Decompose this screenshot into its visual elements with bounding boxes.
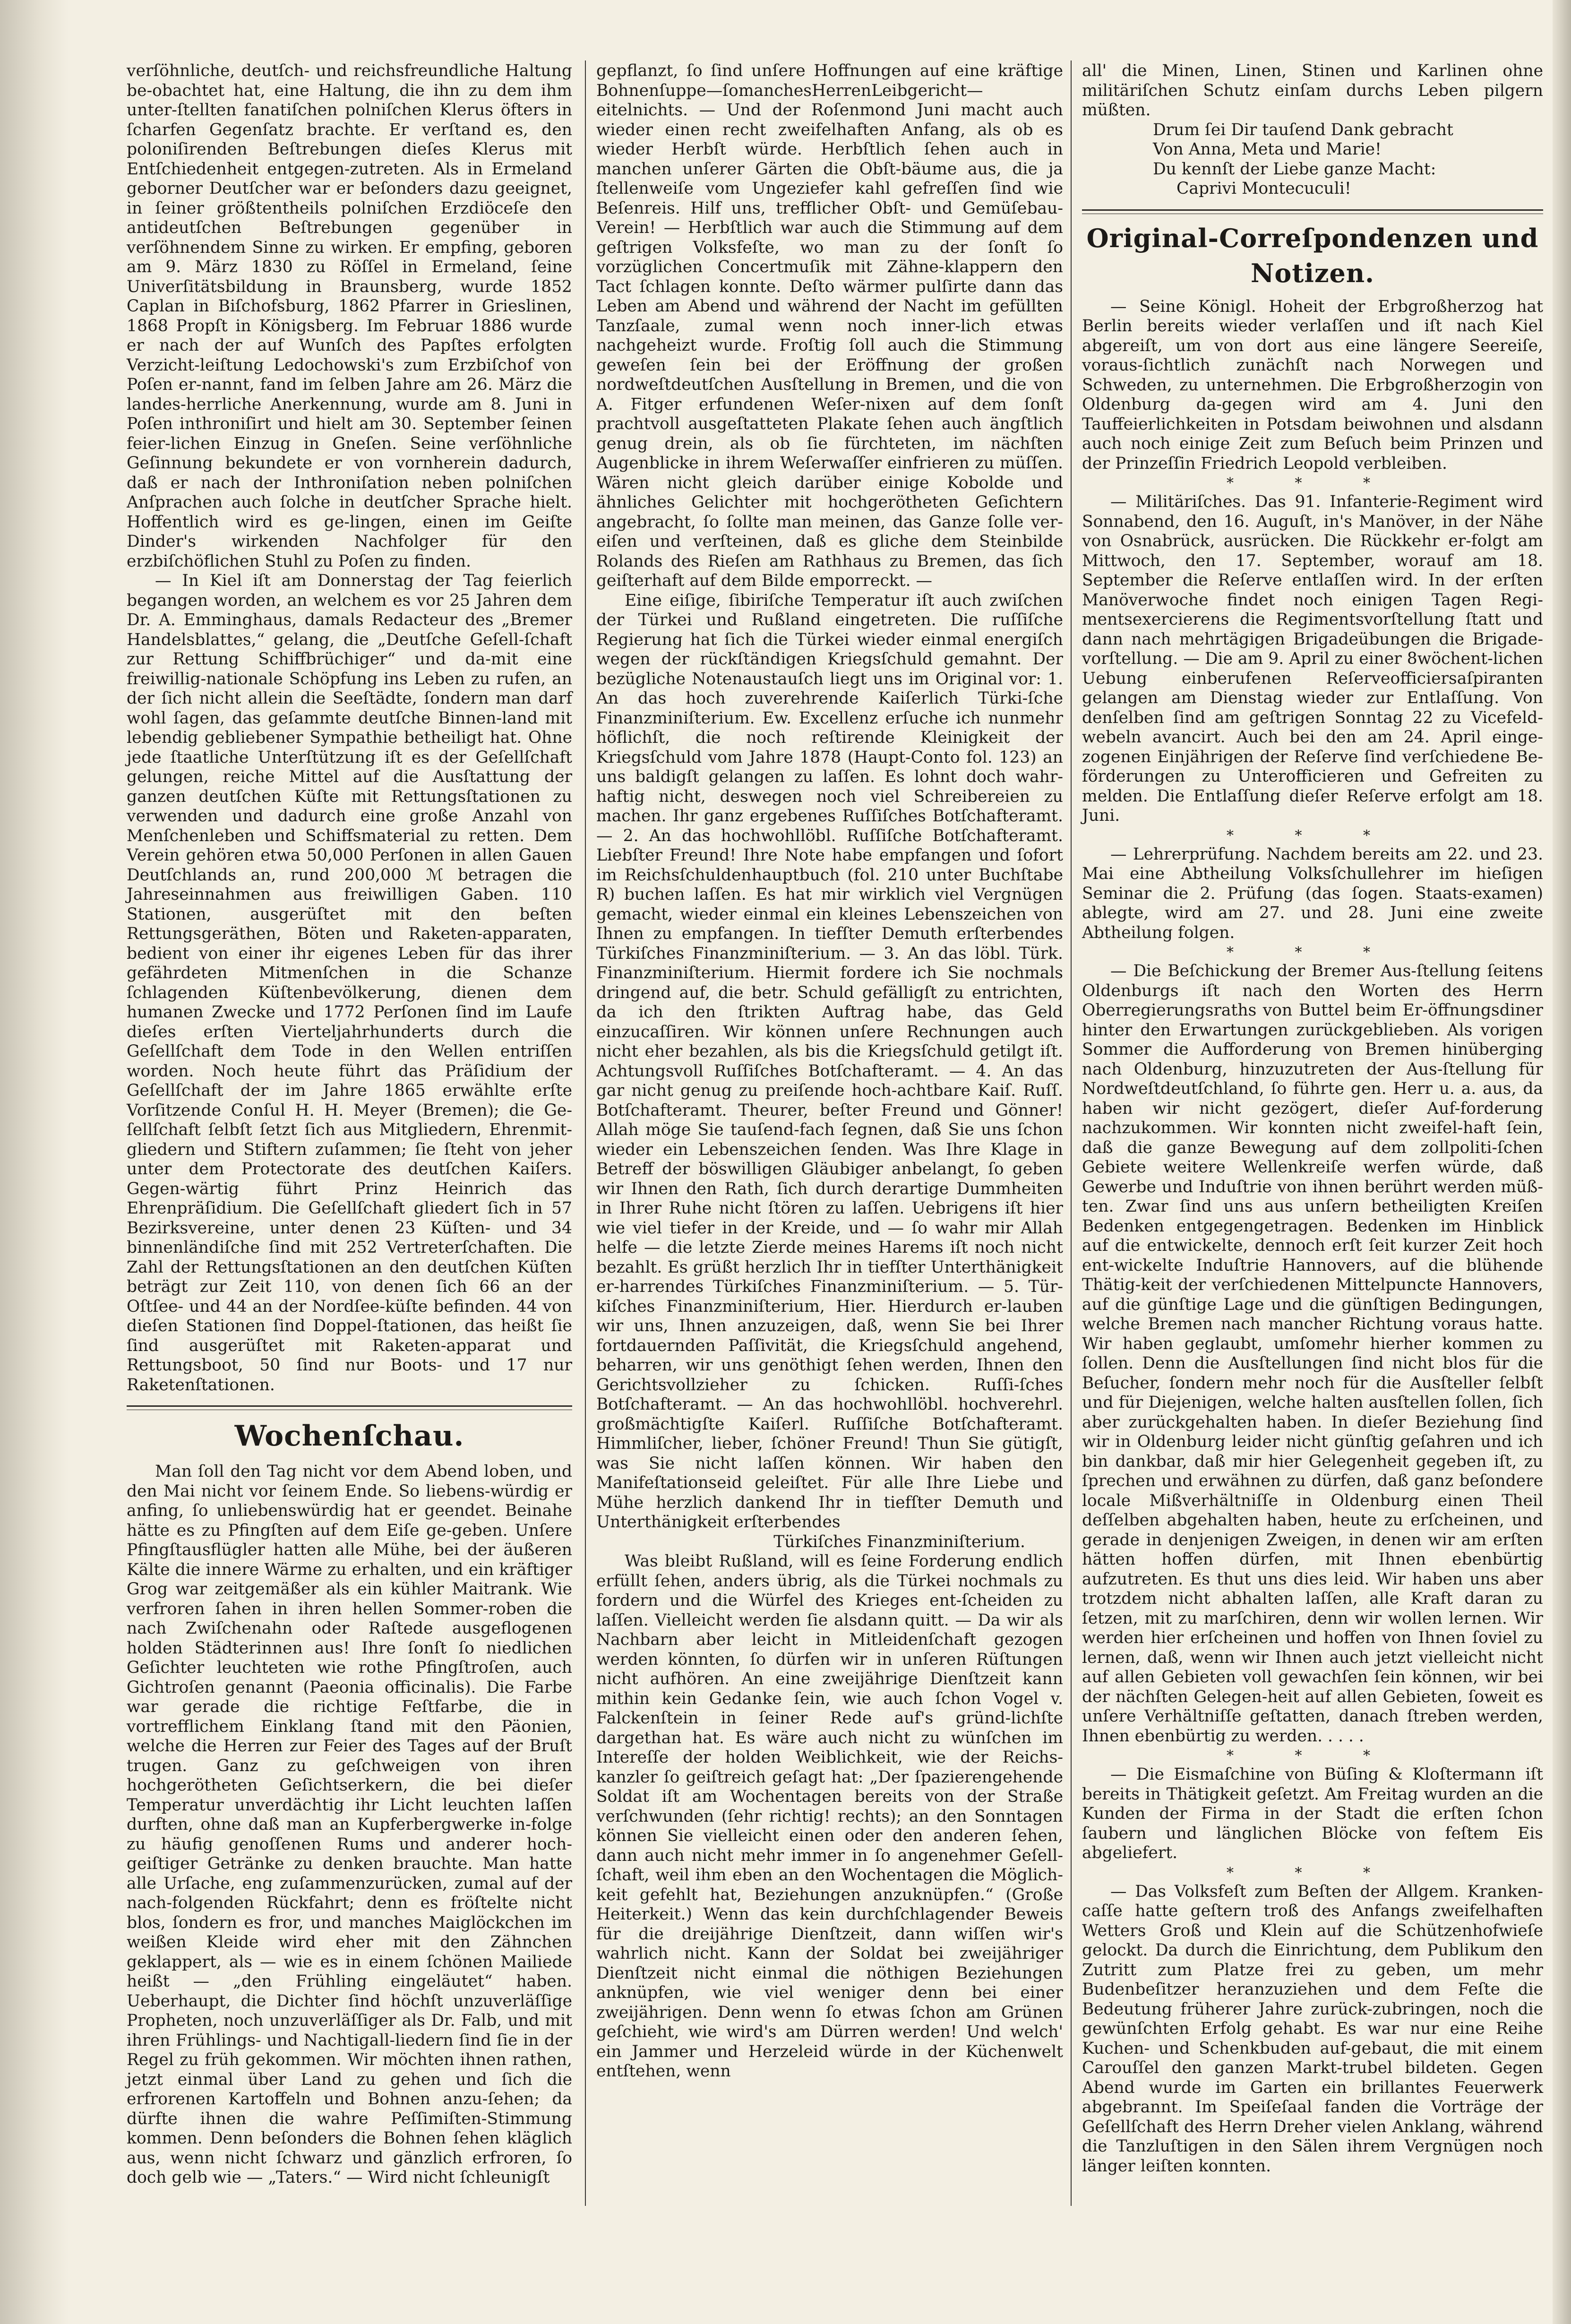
- column-3: [1082, 61, 1543, 2176]
- section-title-wochenschau: Wochenſchau.: [234, 1420, 464, 1453]
- article-kiel-rescue-society: — In Kiel iſt am Donnerstag der Tag feierlich begangen worden, an welchem es vor 25 Jahren dem Dr. A. Emminghaus, damals Redacteur des „Bremer Handelsblattes,“ gelang, die „Deutſche Geſell-ſchaft zur Rettung Schiffbrüchiger“ und da-mit eine freiwillig-nationale Schöpfung ins Leben zu rufen, an der ſich nicht allein die Seeſtädte, ſondern man darf wohl ſagen, das geſammte deutſche Binnen-land mit lebendig gebliebener Sympathie betheiligt hat. Ohne jede ſtaatliche Unterſtützung iſt es der Geſellſchaft gelungen, reiche Mittel auf die Ausſtattung der ganzen deutſchen Küſte mit Rettungsſtationen zu verwenden und dadurch eine große Anzahl von Menſchenleben und Schiffsmaterial zu retten. Dem Verein gehören etwa 50,000 Perſonen in allen Gauen Deutſchlands an, rund 200,000 ℳ betragen die Jahreseinnahmen aus freiwilligen Gaben. 110 Stationen, ausgerüſtet mit den beſten Rettungsgeräthen, Böten und Raketen-apparaten, bedient von einer ihr eigenes Leben für das ihrer gefährdeten Mitmenſchen in die Schanze ſchlagenden Küſtenbevölkerung, dienen dem humanen Zwecke und 1772 Perſonen ſind im Laufe dieſes erſten Vierteljahrhunderts durch die Geſellſchaft dem Tode in den Wellen entriſſen worden. Noch heute führt das Präſidium der Geſellſchaft der im Jahre 1865 erwählte erſte Vorſitzende Conſul H. H. Meyer (Bremen); die Ge-ſellſchaft ſelbſt ſetzt ſich aus Mitgliedern, Ehrenmit-gliedern und Stiftern zuſammen; ſie ſteht von jeher unter dem Protectorate des deutſchen Kaiſers. Gegen-wärtig führt Prinz Heinrich das Ehrenpräſidium. Die Geſellſchaft gliedert ſich in 57 Bezirksvereine, unter denen 23 Küſten- und 34 binnenländiſche ſind mit 252 Vertreterſchaften. Die Zahl der Rettungsſtationen an den deutſchen Küſten beträgt zur Zeit 110, von denen ſich 66 an der Oſtſee- und 44 an der Nordſee-küſte befinden. 44 von dieſen Stationen ſind Doppel-ſtationen, das heißt ſie ſind ausgerüſtet mit Raketen-apparat und Rettungsboot, 50 ſind nur Boots- und 17 nur Raketenſtationen.: [127, 571, 572, 1394]
- section-title-correspondence: Original-Correſpondenzen und Notizen.: [1086, 223, 1539, 288]
- separator-stars: * * *: [1226, 827, 1399, 844]
- column-rule: [1071, 60, 1072, 2206]
- column-1: [127, 61, 572, 2188]
- letter-signature: Türkiſches Finanzminiſterium.: [773, 1532, 1025, 1551]
- separator-stars: * * *: [1226, 1747, 1399, 1764]
- page-gutter-shadow: [0, 0, 69, 2324]
- poem-line: Drum ſei Dir tauſend Dank gebracht: [1153, 120, 1453, 139]
- article-military-service: Was bleibt Rußland, will es ſeine Forderung endlich erfüllt ſehen, anders übrig, als die Türkei nochmals zu fordern und die Würfel des Krieges ent-ſcheiden zu laſſen. Vielleicht werden ſie alsdann quitt. — Da wir als Nachbarn aber leicht in Mitleidenſchaft gezogen werden könnten, ſo dürfen wir in unſeren Rüſtungen nicht aufhören. An eine zweijährige Dienſtzeit kann mithin kein Gedanke ſein, wie auch ſchon Vogel v. Falckenſtein in ſeiner Rede auf's gründ-lichſte dargethan hat. Es wäre auch nicht zu wünſchen im Intereſſe der holden Weiblichkeit, wie der Reichs-kanzler ſo geiſtreich geſagt hat: „Der ſpazierengehende Soldat iſt am Wochentagen bereits von der Straße verſchwunden (ſehr richtig! rechts); an den Sonntagen können Sie vielleicht einen oder den anderen ſehen, dann auch nicht mehr immer in ſo angenehmer Geſell-ſchaft, weil ihm eben an den Wochentagen die Möglich-keit gefehlt hat, Beziehungen anzuknüpfen.“ (Große Heiterkeit.) Wenn das kein durchſchlagender Beweis für die dreijährige Dienſtzeit, dann wiſſen wir's wahrlich nicht. Kann der Soldat bei zweijähriger Dienſtzeit nicht einmal die nöthigen Beziehungen anknüpfen, wie viel weniger denn bei einer zweijährigen. Denn wenn ſo etwas ſchon am Grünen geſchieht, wie wird's am Dürren werden! Und welch' ein Jammer und Herzeleid würde in der Küchenwelt entſtehen, wenn: [596, 1552, 1063, 2081]
- notice-erbgrossherzog: — Seine Königl. Hoheit der Erbgroßherzog hat Berlin bereits wieder verlaſſen und iſt nach Kiel abgereiſt, um von dort aus eine längere Seereiſe, voraus-ſichtlich zunächſt nach Norwegen und Schweden, zu unternehmen. Die Erbgroßherzogin von Oldenburg da-gegen wird am 4. Juni den Tauffeierlichkeiten in Potsdam beiwohnen und alsdann auch noch einige Zeit zum Beſuch beim Prinzen und der Prinzeſſin Friedrich Leopold verbleiben.: [1082, 297, 1543, 473]
- column-2: [596, 61, 1063, 2082]
- article-text: verſöhnliche, deutſch- und reichsfreundliche Haltung be-obachtet hat, eine Haltung, die ihn zu dem ihm unter-ſtellten fanatiſchen polniſchen Klerus öfters in ſcharfen Gegenſatz brachte. Er verſtand es, den poloniſirenden Beſtrebungen dieſes Klerus mit Entſchiedenheit entgegen-zutreten. Als in Ermeland geborner Deutſcher war er beſonders dazu geeignet, in ſeiner größtentheils polniſchen Erzdiöceſe den antideutſchen Beſtrebungen gegenüber in verſöhnendem Sinne zu wirken. Er empfing, geboren am 9. März 1830 zu Röſſel in Ermeland, ſeine Univerſitätsbildung in Braunsberg, wurde 1852 Caplan in Biſchofsburg, 1862 Pfarrer in Grieslinen, 1868 Propſt in Königsberg. Im Februar 1886 wurde er nach der auf Wunſch des Papſtes erfolgten Verzicht-leiſtung Ledochowski's zum Erzbiſchof von Poſen er-nannt, fand im ſelben Jahre am 26. März die landes-herrliche Anerkennung, wurde am 8. Juni in Poſen inthroniſirt und hielt am 30. September ſeinen feier-lichen Einzug in Gneſen. Seine verſöhnliche Geſinnung bekundete er von vornherein dadurch, daß er nach der Inthroniſation neben polniſchen Anſprachen auch ſolche in deutſcher Sprache hielt. Hoffentlich wird es ge-lingen, einen im Geiſte Dinder's wirkenden Nachfolger für den erzbiſchöflichen Stuhl zu Poſen zu finden.: [127, 61, 572, 571]
- poem-signature: Caprivi Montecuculi!: [1176, 179, 1351, 198]
- page-edge-shadow: [1553, 0, 1571, 2324]
- section-divider: [1082, 209, 1543, 211]
- separator-stars: * * *: [1226, 475, 1399, 491]
- separator-stars: * * *: [1226, 1864, 1399, 1881]
- article-text: all' die Minen, Linen, Stinen und Karlinen ohne militäriſchen Schutz einſam durchs Leben pilgern müßten.: [1082, 61, 1543, 120]
- notice-bremen-exhibition: — Die Beſchickung der Bremer Aus-ſtellung ſeitens Oldenburgs iſt nach den Worten des Herrn Oberregierungsraths von Buttel beim Er-öffnungsdiner hinter den Erwartungen zurückgeblieben. Als vorigen Sommer die Aufforderung von Bremen hinüberging nach Oldenburg, hinzuzutreten der Aus-ſtellung für Nordweſtdeutſchland, ſo führte gen. Herr u. a. aus, da haben wir nicht gezögert, dieſer Auf-forderung nachzukommen. Wir konnten nicht zweifel-haft ſein, daß die ganze Bewegung auf dem zollpoliti-ſchen Gebiete weitere Wellenkreiſe werfen würde, daß Gewerbe und Induſtrie von ihnen berührt werden müß-ten. Zwar ſind uns aus unſern betheiligten Kreiſen Bedenken entgegengetragen. Bedenken im Hinblick auf die entwickelte, dennoch erſt ſeit kurzer Zeit hoch ent-wickelte Induſtrie Hannovers, auf die blühende Thätig-keit der verſchiedenen Mittelpuncte Hannovers, auf die günſtige Lage und die günſtigen Bedingungen, welche Bremen nach mancher Richtung voraus hatte. Wir haben geglaubt, umſomehr hierher kommen zu ſollen. Denn die Ausſtellungen ſind nicht blos für die Beſucher, ſondern mehr noch für die Ausſteller ſelbſt und für Diejenigen, welche halten ausſtellen ſollen, ſich aber zurückgehalten haben. In dieſer Beziehung ſind wir in Oldenburg leider nicht günſtig geſahren und ich bin dankbar, daß mir hier Gelegenheit gegeben iſt, zu ſprechen und erwähnen zu dürfen, daß ganz beſondere locale Mißverhältniſſe in Oldenburg einen Theil deſſelben abgehalten haben, heute zu erſcheinen, und gerade in denjenigen Zweigen, in denen wir am erſten hätten hoffen dürfen, mit Ihnen ebenbürtig aufzutreten. Es thut uns dies leid. Wir haben uns aber trotzdem nicht abhalten laſſen, alle Kraft daran zu ſetzen, mit zu marſchiren, denn wir wollen lernen. Wir werden hier erſcheinen und hoffen von Ihnen ſoviel zu lernen, daß, wenn wir Ihnen auch jetzt vielleicht nicht auf allen Gebieten voll gewachſen ſein können, wir bei der nächſten Gelegen-heit auf allen Gebieten, ſoweit es unſere Verhältniſſe geſtatten, danach ſtreben werden, Ihnen ebenbürtig zu werden. . . . .: [1082, 962, 1543, 1746]
- section-divider: [127, 1405, 572, 1407]
- article-wochenschau: Man ſoll den Tag nicht vor dem Abend loben, und den Mai nicht vor ſeinem Ende. So liebens-würdig er anfing, ſo unliebenswürdig hat er geendet. Beinahe hätte es zu Pfingſten auf dem Eiſe ge-geben. Unſere Pfingſtausflügler hatten alle Mühe, bei der äußeren Kälte die innere Wärme zu erhalten, und ein kräftiger Grog war zeitgemäßer als ein kühler Maitrank. Wie verfroren ſahen in ihren hellen Sommer-roben die nach Zwiſchenahn oder Raſtede ausgeflogenen holden Städterinnen aus! Ihre ſonſt ſo niedlichen Geſichter leuchteten wie rothe Pfingſtroſen, auch Gichtroſen genannt (Paeonia officinalis). Die Farbe war gerade die richtige Feſtfarbe, die in vortrefflichem Einklang ſtand mit den Päonien, welche die Herren zur Feier des Tages auf der Bruſt trugen. Ganz zu geſchweigen von ihren hochgerötheten Geſichtserkern, die bei dieſer Temperatur unverdächtig ihr Licht leuchten laſſen durften, ohne daß man an Kupferbergwerke in-folge zu häufig genoſſenen Rums und anderer hoch-geiſtiger Getränke zu denken brauchte. Man hatte alle Urſache, eng zuſammenzurücken, zumal auf der nach-folgenden Rückfahrt; denn es fröſtelte nicht blos, ſondern es fror, und manches Maiglöckchen im weißen Kleide wird eher mit den Zähnchen geklappert, als — wie es in einem ſchönen Mailiede heißt — „den Frühling eingeläutet“ haben. Ueberhaupt, die Dichter ſind höchſt unzuverläſſige Propheten, noch unzuverläſſiger als Dr. Falb, und mit ihren Frühlings- und Nachtigall-liedern ſind ſie in der Regel zu früh gekommen. Wir möchten ihnen rathen, jetzt einmal über Land zu gehen und ſich die erfrorenen Kartoffeln und Bohnen anzu-ſehen; da dürfte ihnen die wahre Peſſimiſten-Stimmung kommen. Denn beſonders die Bohnen ſehen kläglich aus, wenn nicht ſchwarz und gänzlich erfroren, ſo doch gelb wie — „Taters.“ — Wird nicht ſchleunigſt: [127, 1462, 572, 2187]
- notice-military: — Militäriſches. Das 91. Infanterie-Regiment wird Sonnabend, den 16. Auguſt, in's Manöver, in der Nähe von Osnabrück, ausrücken. Die Rückkehr er-folgt am Mittwoch, den 17. September, worauf am 18. September die Reſerve entlaſſen wird. In der erſten Manöverwoche findet noch einigen Tagen Regi-mentsexercierens die Regimentsvorſtellung ſtatt und dann nach mehrtägigen Brigadeübungen die Brigade-vorſtellung. — Die am 9. April zu einer 8wöchent-lichen Uebung einberufenen Reſerveofficiersaſpiranten gelangen am Dienstag wieder zur Entlaſſung. Von denſelben ſind am geſtrigen Sonntag 22 zu Vicefeld-webeln avancirt. Auch bei den am 24. April einge-zogenen Einjährigen der Reſerve ſind verſchiedene Be-förderungen zu Unterofficieren und Gefreiten zu melden. Die Entlaſſung dieſer Reſerve erfolgt am 18. Juni.: [1082, 492, 1543, 825]
- column-rule: [585, 60, 586, 2206]
- notice-teacher-exam: — Lehrerprüfung. Nachdem bereits am 22. und 23. Mai eine Abtheilung Volksſchullehrer im hieſigen Seminar die 2. Prüfung (das ſogen. Staats-examen) ablegte, wird am 27. und 28. Juni eine zweite Abtheilung folgen.: [1082, 844, 1543, 942]
- article-russia-turkey: Eine eiſige, ſibiriſche Temperatur iſt auch zwiſchen der Türkei und Rußland eingetreten. Die ruſſiſche Regierung hat ſich die Türkei wieder einmal energiſch wegen der rückſtändigen Kriegsſchuld gemahnt. Der bezügliche Notenaustauſch liegt uns im Original vor: 1. An das hoch zuverehrende Kaiſerlich Türki-ſche Finanzminiſterium. Ew. Excellenz erſuche ich nunmehr höflichſt, die noch reſtirende Kleinigkeit der Kriegsſchuld vom Jahre 1878 (Haupt-Conto fol. 123) an uns baldigſt gelangen zu laſſen. Es lohnt doch wahr-haftig nicht, deswegen noch viel Schreibereien zu machen. Ihr ganz ergebenes Ruſſiſches Botſchafteramt. — 2. An das hochwohllöbl. Ruſſiſche Botſchafteramt. Liebſter Freund! Ihre Note habe empfangen und ſofort im Reichsſchuldenhauptbuch (fol. 210 unter Buchſtabe R) buchen laſſen. Es hat mir wirklich viel Vergnügen gemacht, wieder einmal ein kleines Lebenszeichen von Ihnen zu empfangen. In tiefſter Demuth erſterbendes Türkiſches Finanzminiſterium. — 3. An das löbl. Türk. Finanzminiſterium. Hiermit fordere ich Sie nochmals dringend auf, die betr. Schuld gefälligſt zu entrichten, da ich den ſtrikten Auftrag habe, das Geld einzucaſſiren. Wir können unſere Rechnungen auch nicht eher bezahlen, als bis die Kriegsſchuld getilgt iſt. Achtungsvoll Ruſſiſches Botſchafteramt. — 4. An das gar nicht genug zu preiſende hoch-achtbare Kaiſ. Ruſſ. Botſchafteramt. Theurer, beſter Freund und Gönner! Allah möge Sie tauſend-fach ſegnen, daß Sie uns ſchon wieder ein Lebenszeichen ſenden. Was Ihre Klage in Betreff der böswilligen Gläubiger anbelangt, ſo geben wir Ihnen den Rath, ſich durch derartige Dummheiten in Ihrer Ruhe nicht ſtören zu laſſen. Uebrigens iſt hier wie viel tiefer in der Kreide, und — ſo wahr mir Allah helfe — die letzte Zierde meines Harems iſt noch nicht bezahlt. Es grüßt herzlich Ihr in tiefſter Unterthänigkeit er-harrendes Türkiſches Finanzminiſterium. — 5. Tür-kiſches Finanzminiſterium, Hier. Hierdurch er-lauben wir uns, Ihnen anzuzeigen, daß, wenn Sie bei Ihrer fortdauernden Paſſivität, die Kriegsſchuld angehend, beharren, wir uns genöthigt ſehen werden, Ihnen den Gerichtsvollzieher zu ſchicken. Ruſſi-ſches Botſchafteramt. — An das hochwohllöbl. hochverehrl. großmächtigſte Kaiſerl. Ruſſiſche Botſchafteramt. Himmliſcher, lieber, ſchöner Freund! Thun Sie gütigſt, was Sie nicht laſſen können. Wir haben den Manifeſtationseid geleiſtet. Für alle Ihre Liebe und Mühe herzlich dankend Ihr in tiefſter Demuth und Unterthänigkeit erſterbendes: [596, 591, 1063, 1532]
- poem-line: Von Anna, Meta und Marie!: [1153, 140, 1382, 159]
- article-text: gepflanzt, ſo ſind unſere Hoffnungen auf eine kräftige Bohnenſuppe—ſomanchesHerrenLeibgericht—eitelnichts. — Und der Roſenmond Juni macht auch wieder einen recht zweifelhaften Anfang, als ob es wieder Herbſt würde. Herbſtlich ſehen auch in manchen unſerer Gärten die Obſt-bäume aus, die ja ſtellenweiſe vom Ungeziefer kahl gefreſſen ſind wie Beſenreis. Hilf uns, trefflicher Obſt- und Gemüſebau-Verein! — Herbſtlich war auch die Stimmung auf dem geſtrigen Volksfeſte, wo man zu der ſonſt ſo vorzüglichen Concertmuſik mit Zähne-klappern den Tact ſchlagen konnte. Deſto wärmer pulſirte dann das Leben am Abend und während der Nacht im gefüllten Tanzſaale, zumal wenn noch inner-lich etwas nachgeheizt wurde. Froſtig ſoll auch die Stimmung geweſen ſein bei der Eröffnung der großen nordweſtdeutſchen Ausſtellung in Bremen, und die von A. Fitger erfundenen Weſer-nixen auf dem ſonſt prachtvoll ausgeſtatteten Plakate ſehen auch ängſtlich genug drein, als ob ſie fürchteten, im nächſten Augenblicke in ihrem Weſerwaſſer einfrieren zu müſſen. Wären nicht gleich darüber einige Kobolde und ähnliches Gelichter mit hochgerötheten Geſichtern angebracht, ſo ſollte man meinen, das Ganze ſolle ver-eiſen und verſteinen, daß es gliche dem Steinbilde Rolands des Rieſen am Rathhaus zu Bremen, das ſich geiſterhaft auf dem Bilde emporreckt. —: [596, 61, 1063, 590]
- notice-volksfest: — Das Volksfeſt zum Beſten der Allgem. Kranken-caſſe hatte geſtern troß des Anfangs zweifelhaften Wetters Groß und Klein auf die Schützenhofwieſe gelockt. Da durch die Einrichtung, dem Publikum den Zutritt zum Platze frei zu geben, um mehr Budenbeſitzer heranzuziehen und dem Feſte die Bedeutung früherer Jahre zurück-zubringen, noch die gewünſchten Erfolg gehabt. Es war nur eine Reihe Kuchen- und Schenkbuden auf-gebaut, die mit einem Carouſſel den ganzen Markt-trubel bildeten. Gegen Abend wurde im Garten ein brillantes Feuerwerk abgebrannt. Im Speiſeſaal fanden die Vorträge der Geſellſchaft des Herrn Dreher vielen Anklang, während die Tanzluſtigen in den Sälen ihrem Vergnügen noch länger leiſten konnten.: [1082, 1882, 1543, 2176]
- poem-line: Du kennſt der Liebe ganze Macht:: [1153, 159, 1436, 179]
- separator-stars: * * *: [1226, 944, 1399, 961]
- notice-ice-machine: — Die Eismaſchine von Büſing & Kloſtermann iſt bereits in Thätigkeit geſetzt. Am Freitag wurden an die Kunden der Firma in der Stadt die erſten ſchon ſaubern und länglichen Blöcke von feſtem Eis abgeliefert.: [1082, 1765, 1543, 1862]
